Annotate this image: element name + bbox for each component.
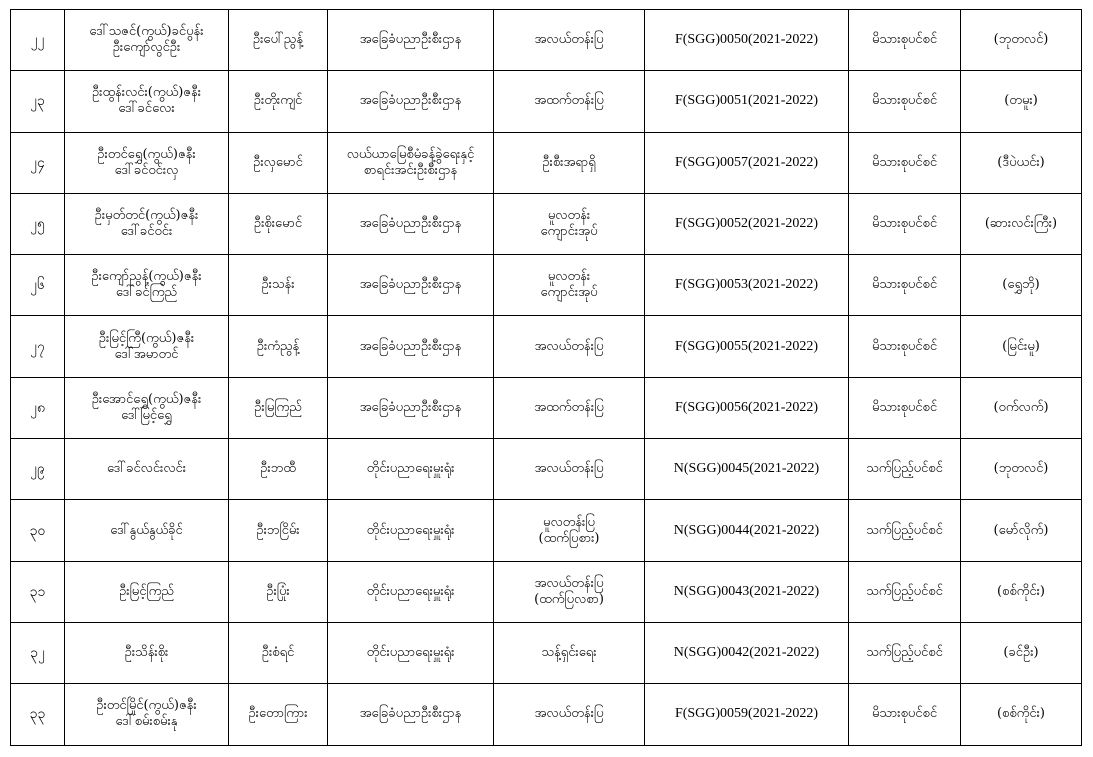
pension-type-cell: မိသားစုပင်စင် (849, 10, 961, 71)
row-number-cell: ၂၈ (11, 377, 65, 438)
row-number-cell: ၂၇ (11, 316, 65, 377)
pension-list-document (10, 9, 1081, 745)
pension-code-cell: F(SGG)0050(2021-2022) (645, 10, 849, 71)
pension-code-cell: F(SGG)0059(2021-2022) (645, 684, 849, 745)
department-cell: တိုင်းပညာရေးမှူးရုံး (328, 500, 494, 561)
township-cell: (ဆားလင်းကြီး) (961, 193, 1082, 254)
name-cell: ဦးတင်မြိုင်(ကွယ်)ဇနီး ဒေါ်စမ်းစမ်းနု (65, 684, 229, 745)
pension-code-cell: N(SGG)0043(2021-2022) (645, 561, 849, 622)
father-name-cell: ဦးဘငြိမ်း (229, 500, 328, 561)
row-number-cell: ၂၃ (11, 71, 65, 132)
table-row (11, 500, 1082, 561)
department-cell: အခြေခံပညာဦးစီးဌာန (328, 71, 494, 132)
position-cell: အထက်တန်းပြ (494, 377, 645, 438)
township-cell: (မော်လိုက်) (961, 500, 1082, 561)
pension-code-cell: F(SGG)0051(2021-2022) (645, 71, 849, 132)
position-cell: ဦးစီးအရာရှိ (494, 132, 645, 193)
position-cell: မူလတန်း ကျောင်းအုပ် (494, 193, 645, 254)
position-cell: သန့်ရှင်းရေး (494, 622, 645, 683)
department-cell: လယ်ယာမြေစီမံခန့်ခွဲရေးနှင့် စာရင်းအင်းဦးစီးဌာန (328, 132, 494, 193)
position-cell: အထက်တန်းပြ (494, 71, 645, 132)
pension-code-cell: N(SGG)0045(2021-2022) (645, 439, 849, 500)
pension-type-cell: သက်ပြည့်ပင်စင် (849, 439, 961, 500)
township-cell: (ဒီပဲယင်း) (961, 132, 1082, 193)
township-cell: (မြင်းမူ) (961, 316, 1082, 377)
position-cell: အလယ်တန်းပြ (ထက်ပြလစာ) (494, 561, 645, 622)
father-name-cell: ဦးမြကြည် (229, 377, 328, 438)
row-number-cell: ၃၃ (11, 684, 65, 745)
pension-type-cell: သက်ပြည့်ပင်စင် (849, 622, 961, 683)
father-name-cell: ဦးလှမောင် (229, 132, 328, 193)
table-row (11, 377, 1082, 438)
pension-type-cell: မိသားစုပင်စင် (849, 377, 961, 438)
name-cell: ဒေါ်နွယ်နွယ်ခိုင် (65, 500, 229, 561)
row-number-cell: ၃၂ (11, 622, 65, 683)
row-number-cell: ၂၉ (11, 439, 65, 500)
township-cell: (ရွှေဘို) (961, 255, 1082, 316)
department-cell: အခြေခံပညာဦးစီးဌာန (328, 255, 494, 316)
department-cell: တိုင်းပညာရေးမှူးရုံး (328, 439, 494, 500)
position-cell: အလယ်တန်းပြ (494, 439, 645, 500)
pension-type-cell: မိသားစုပင်စင် (849, 132, 961, 193)
name-cell: ဦးအောင်ရွှေ(ကွယ်)ဇနီး ဒေါ်မြင့်ရွှေ (65, 377, 229, 438)
table-row (11, 561, 1082, 622)
pension-type-cell: မိသားစုပင်စင် (849, 193, 961, 254)
department-cell: အခြေခံပညာဦးစီးဌာန (328, 684, 494, 745)
township-cell: (တမူး) (961, 71, 1082, 132)
department-cell: အခြေခံပညာဦးစီးဌာန (328, 193, 494, 254)
father-name-cell: ဦးတိုးကျင် (229, 71, 328, 132)
row-number-cell: ၃၀ (11, 500, 65, 561)
row-number-cell: ၂၆ (11, 255, 65, 316)
table-row (11, 132, 1082, 193)
pension-type-cell: သက်ပြည့်ပင်စင် (849, 500, 961, 561)
table-row (11, 439, 1082, 500)
township-cell: (စစ်ကိုင်း) (961, 561, 1082, 622)
township-cell: (စစ်ကိုင်း) (961, 684, 1082, 745)
name-cell: ဦးကျော်ညွန့်(ကွယ်)ဇနီး ဒေါ်ခင်ကြည် (65, 255, 229, 316)
pension-type-cell: မိသားစုပင်စင် (849, 684, 961, 745)
table-row (11, 193, 1082, 254)
position-cell: အလယ်တန်းပြ (494, 316, 645, 377)
father-name-cell: ဦးစံရင် (229, 622, 328, 683)
pension-code-cell: F(SGG)0055(2021-2022) (645, 316, 849, 377)
name-cell: ဦးထွန်းလင်း(ကွယ်)ဇနီး ဒေါ်ခင်လေး (65, 71, 229, 132)
table-row (11, 316, 1082, 377)
pension-type-cell: မိသားစုပင်စင် (849, 255, 961, 316)
table-row (11, 684, 1082, 745)
row-number-cell: ၂၂ (11, 10, 65, 71)
pension-code-cell: N(SGG)0044(2021-2022) (645, 500, 849, 561)
township-cell: (ဘုတလင်) (961, 10, 1082, 71)
name-cell: ဦးမြင့်ကြည် (65, 561, 229, 622)
table-row (11, 10, 1082, 71)
pension-type-cell: မိသားစုပင်စင် (849, 71, 961, 132)
name-cell: ဦးမြင့်ကြီ(ကွယ်)ဇနီး ဒေါ်အမာတင် (65, 316, 229, 377)
pension-table (10, 9, 1082, 746)
table-row (11, 255, 1082, 316)
department-cell: အခြေခံပညာဦးစီးဌာန (328, 10, 494, 71)
pension-code-cell: F(SGG)0052(2021-2022) (645, 193, 849, 254)
pension-code-cell: N(SGG)0042(2021-2022) (645, 622, 849, 683)
pension-code-cell: F(SGG)0053(2021-2022) (645, 255, 849, 316)
table-body (11, 10, 1082, 746)
position-cell: မူလတန်း ကျောင်းအုပ် (494, 255, 645, 316)
name-cell: ဒေါ်သဇင်(ကွယ်)ခင်ပွန်း ဦးကျော်လွင်ဦး (65, 10, 229, 71)
row-number-cell: ၂၅ (11, 193, 65, 254)
department-cell: တိုင်းပညာရေးမှူးရုံး (328, 561, 494, 622)
position-cell: မူလတန်းပြ (ထက်ပြစား) (494, 500, 645, 561)
pension-type-cell: မိသားစုပင်စင် (849, 316, 961, 377)
name-cell: ဦးတင်ရွှေ(ကွယ်)ဇနီး ဒေါ်ခင်ဝင်းလှ (65, 132, 229, 193)
township-cell: (ဘုတလင်) (961, 439, 1082, 500)
father-name-cell: ဦးသန်း (229, 255, 328, 316)
father-name-cell: ဦးပေါ်ညွန့် (229, 10, 328, 71)
father-name-cell: ဦးပြုံး (229, 561, 328, 622)
table-row (11, 71, 1082, 132)
father-name-cell: ဦးကံညွန့် (229, 316, 328, 377)
pension-type-cell: သက်ပြည့်ပင်စင် (849, 561, 961, 622)
township-cell: (ခင်ဦး) (961, 622, 1082, 683)
pension-code-cell: F(SGG)0057(2021-2022) (645, 132, 849, 193)
row-number-cell: ၃၁ (11, 561, 65, 622)
row-number-cell: ၂၄ (11, 132, 65, 193)
pension-code-cell: F(SGG)0056(2021-2022) (645, 377, 849, 438)
department-cell: တိုင်းပညာရေးမှူးရုံး (328, 622, 494, 683)
department-cell: အခြေခံပညာဦးစီးဌာန (328, 377, 494, 438)
father-name-cell: ဦးဘထီ (229, 439, 328, 500)
name-cell: ဒေါ်ခင်လင်းလင်း (65, 439, 229, 500)
father-name-cell: ဦးစိုးမောင် (229, 193, 328, 254)
father-name-cell: ဦးတောကြား (229, 684, 328, 745)
position-cell: အလယ်တန်းပြ (494, 10, 645, 71)
township-cell: (ဝက်လက်) (961, 377, 1082, 438)
name-cell: ဦးသိန်းစိုး (65, 622, 229, 683)
name-cell: ဦးမှတ်တင်(ကွယ်)ဇနီး ဒေါ်ခင်ဝင်း (65, 193, 229, 254)
department-cell: အခြေခံပညာဦးစီးဌာန (328, 316, 494, 377)
position-cell: အလယ်တန်းပြ (494, 684, 645, 745)
table-row (11, 622, 1082, 683)
